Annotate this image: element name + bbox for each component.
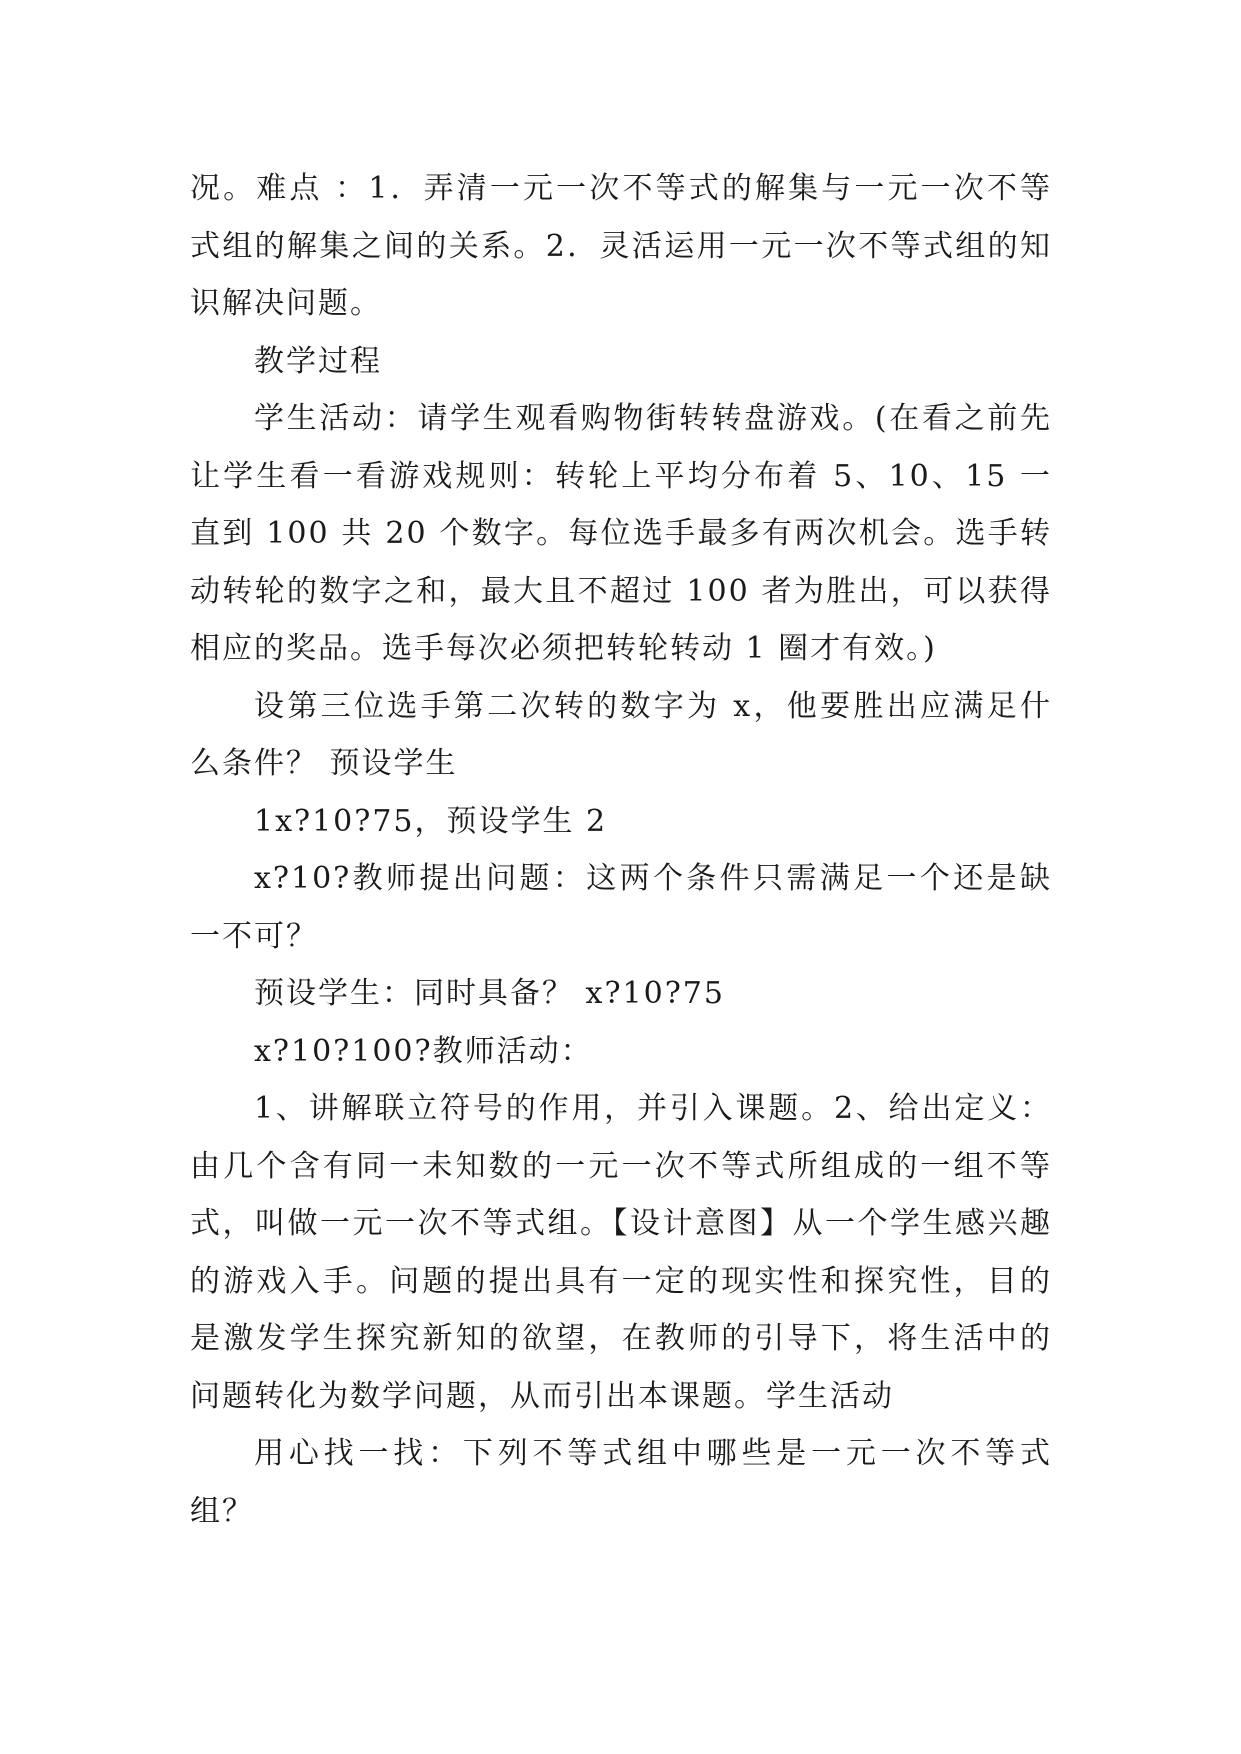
paragraph-preset-student-1: 1x?10?75，预设学生 2 [254, 803, 608, 839]
paragraph-find-exercise: 用心找一找：下列不等式组中哪些是一元一次不等式组？ [190, 1436, 1052, 1529]
paragraph-definition-design: 1、讲解联立符号的作用，并引入课题。2、给出定义：由几个含有同一未知数的一元一次不等式所组成的一组不等式，叫做一元一次不等式组。【设计意图】从一个学生感兴趣的游戏入手。问题的提出具有一定的现实性和探究性，目的是激发学生探究新知的欲望，在教师的引导下，将生活中的问题转化为数学问题，从而引出本课题。学生活动 [190, 1091, 1052, 1414]
paragraph-preset-student-answer: 预设学生：同时具备？ x?10?75 [254, 976, 725, 1011]
heading-teaching-process: 教学过程 [254, 343, 382, 379]
document-page [190, 160, 1052, 1540]
paragraph-question-condition: 设第三位选手第二次转的数字为 x，他要胜出应满足什么条件？ 预设学生 [190, 688, 1052, 781]
paragraph-difficulties: 况。难点 ：1．弄清一元一次不等式的解集与一元一次不等式组的解集之间的关系。2．灵活运用一元一次不等式组的知识解决问题。 [190, 171, 1052, 321]
paragraph-student-activity-game: 学生活动：请学生观看购物街转转盘游戏。(在看之前先让学生看一看游戏规则：转轮上平均分布着 5、10、15 一直到 100 共 20 个数字。每位选手最多有两次机会。选手转动转轮的数字之和，最大且不超过 100 者为胜出，可以获得相应的奖品。选手每次必须把转轮转动 1 圈才有效。) [190, 401, 1052, 666]
paragraph-teacher-activity: x?10?100?教师活动： [254, 1033, 593, 1069]
paragraph-teacher-question: x?10?教师提出问题：这两个条件只需满足一个还是缺一不可？ [190, 861, 1052, 954]
